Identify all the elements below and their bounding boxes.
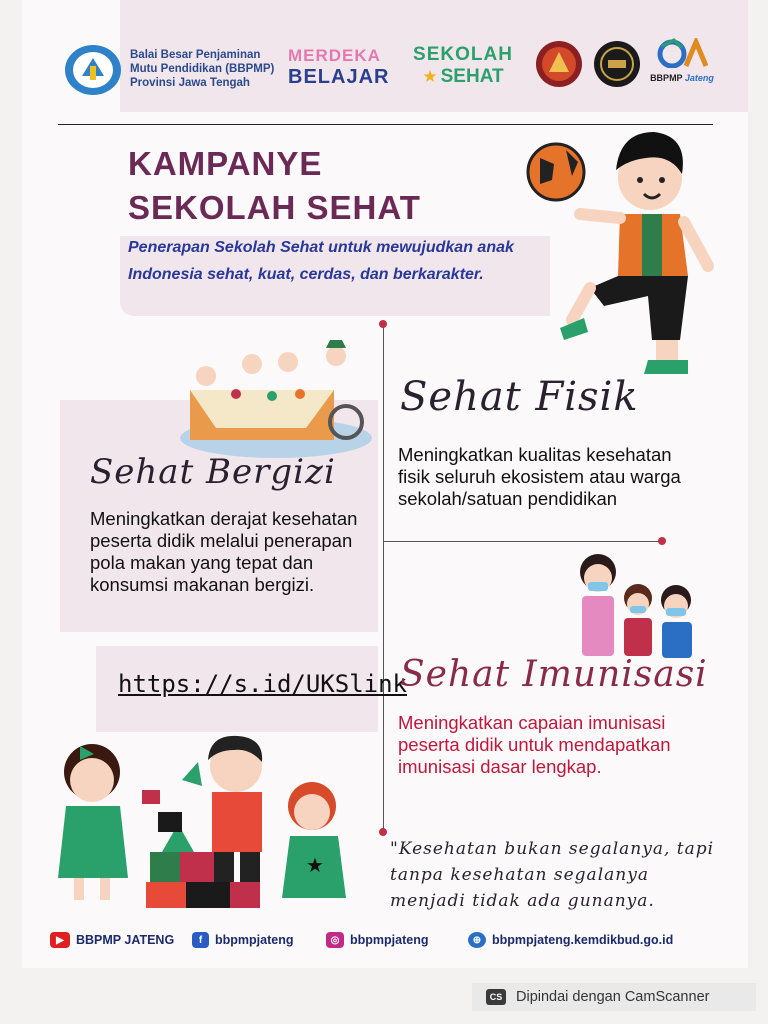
sekolah-text: SEKOLAH	[413, 44, 513, 65]
fisik-text: Meningkatkan kualitas kesehatan fisik seluruh ekosistem atau warga sekolah/satuan pendidikan	[398, 444, 681, 509]
merdeka-belajar-logo	[288, 46, 390, 89]
family-dining-illustration	[176, 336, 376, 460]
instagram-label: bbpmpjateng	[350, 933, 429, 947]
instagram-icon: ◎	[326, 932, 344, 948]
bergizi-text: Meningkatkan derajat kesehatan peserta didik melalui penerapan pola makan yang tepat dan konsumsi makanan bergizi.	[90, 508, 358, 595]
quote: "Kesehatan bukan segalanya, tapi tanpa kesehatan segalanya menjadi tidak ada gunanya.	[390, 839, 715, 911]
children-playing-blocks-illustration	[50, 732, 370, 914]
divider-dot-bottom	[379, 828, 387, 836]
heading-sehat-imunisasi: Sehat Imunisasi	[400, 654, 708, 695]
horizontal-divider	[384, 541, 662, 542]
page-title	[128, 142, 421, 230]
bbpmp-logo-text: BBPMP	[650, 73, 683, 83]
globe-icon: ⊕	[468, 932, 486, 948]
divider-dot-right	[658, 537, 666, 545]
bbpmp-logo-mark	[656, 38, 708, 68]
imunisasi-text: Meningkatkan capaian imunisasi peserta didik untuk mendapatkan imunisasi dasar lengkap.	[398, 712, 671, 777]
merdeka-text: MERDEKA	[288, 46, 381, 65]
sehat-text: SEHAT	[440, 66, 504, 87]
vertical-divider	[383, 325, 384, 833]
boy-playing-ball-illustration	[520, 118, 730, 380]
bbpmp-jateng-logo	[650, 38, 714, 83]
heading-sehat-fisik: Sehat Fisik	[400, 374, 639, 420]
title-line-1: KAMPANYE	[128, 145, 323, 182]
red-emblem-logo	[534, 40, 584, 88]
footer-facebook[interactable]	[192, 932, 293, 948]
camscanner-watermark	[472, 983, 756, 1011]
footer-instagram[interactable]	[326, 932, 428, 948]
uks-link[interactable]: https://s.id/UKSlink	[118, 670, 407, 698]
masked-children-illustration	[568, 548, 708, 662]
youtube-icon: ▶	[50, 932, 70, 948]
dark-emblem-logo	[592, 40, 642, 88]
facebook-icon: f	[192, 932, 209, 948]
subtitle: Penerapan Sekolah Sehat untuk mewujudkan anak Indonesia sehat, kuat, cerdas, dan berkarakter.	[128, 239, 514, 283]
tut-wuri-handayani-logo	[64, 44, 122, 96]
divider-dot-top	[379, 320, 387, 328]
heading-sehat-bergizi: Sehat Bergizi	[90, 452, 336, 492]
camscanner-label: Dipindai dengan CamScanner	[516, 989, 710, 1005]
belajar-text: BELAJAR	[288, 66, 390, 88]
title-line-2: SEKOLAH SEHAT	[128, 189, 421, 226]
facebook-label: bbpmpjateng	[215, 933, 294, 947]
footer-website[interactable]	[468, 932, 673, 948]
footer-youtube[interactable]	[50, 932, 174, 948]
star-icon: ★	[422, 67, 438, 86]
website-label: bbpmpjateng.kemdikbud.go.id	[492, 933, 674, 947]
bbpmp-logo-script: Jateng	[684, 73, 714, 83]
camscanner-icon: CS	[486, 989, 506, 1005]
youtube-label: BBPMP JATENG	[76, 933, 175, 947]
svg-text:★: ★	[306, 855, 324, 877]
institution-name: Balai Besar Penjaminan Mutu Pendidikan (BBPMP) Provinsi Jawa Tengah	[130, 49, 275, 89]
sekolah-sehat-logo	[408, 44, 518, 88]
